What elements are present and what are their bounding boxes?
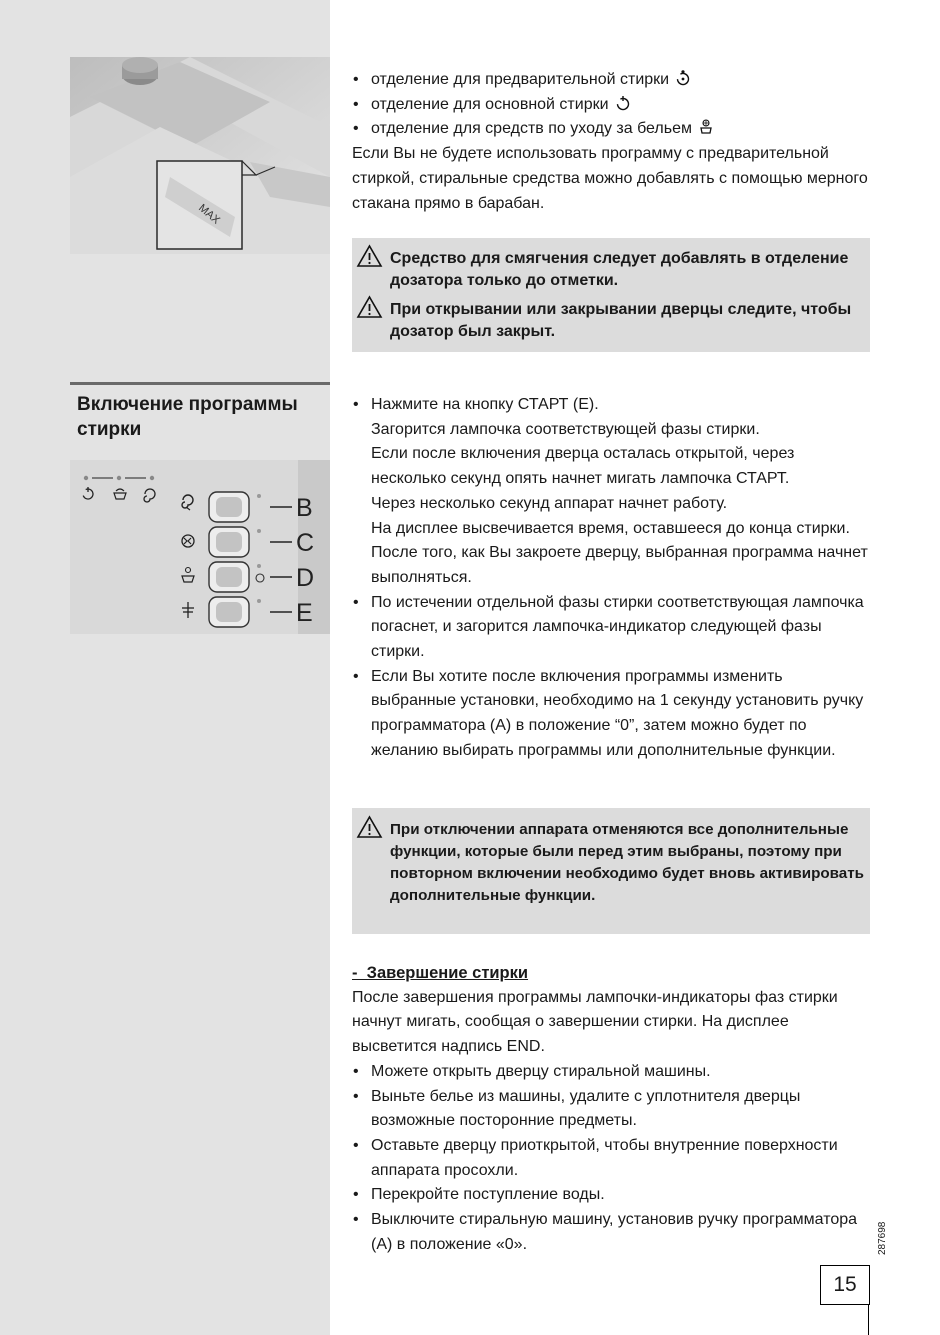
softener-icon xyxy=(698,119,720,135)
phase-spin-icon xyxy=(144,489,155,502)
warning-row: Средство для смягчения следует добавлять в отделение дозатора только до отметки. xyxy=(352,248,870,292)
list-item: • Выньте белье из машины, удалите с уплотнителя дверцы возможные посторонние предметы. xyxy=(352,1085,870,1134)
warning-row: При отключении аппарата отменяются все дополнительные функции, которые были перед этим выбраны, поэтому при повторном включении необходимо будет вновь активировать дополнительные функции. xyxy=(352,819,864,907)
warning-triangle-icon xyxy=(356,815,383,839)
end-list xyxy=(352,1060,870,1258)
list-item: • По истечении отдельной фазы стирки соответствующая лампочка погаснет, и загорится лампочка-индикатор следующей фазы стирки. xyxy=(352,591,870,665)
end-paragraph: После завершения программы лампочки-индикаторы фаз стирки начнут мигать, сообщая о завершении стирки. На дисплее высветится надпись END. xyxy=(352,988,838,1056)
phase-rinse-icon xyxy=(114,489,126,499)
list-item: • Перекройте поступление воды. xyxy=(352,1183,870,1208)
option-row-c xyxy=(182,527,292,557)
phase-wash-icon xyxy=(81,487,94,501)
option-row-d xyxy=(182,562,292,592)
dispenser-photo xyxy=(70,57,330,254)
document-code: 287698 xyxy=(877,1221,888,1255)
option-row-e xyxy=(182,597,292,627)
option-row-b xyxy=(182,492,292,522)
end-heading: - Завершение стирки xyxy=(352,964,529,982)
warning-triangle-icon xyxy=(356,295,383,319)
page-number: 15 xyxy=(820,1265,870,1305)
start-instructions xyxy=(352,393,870,764)
list-item: • Можете открыть дверцу стиральной машины. xyxy=(352,1060,870,1085)
section-divider xyxy=(70,382,330,385)
list-item: • отделение для основной стирки xyxy=(352,93,870,118)
list-item: • отделение для предварительной стирки xyxy=(352,68,870,93)
panel-label-b: B xyxy=(296,494,313,522)
warning-box-softener xyxy=(352,238,870,352)
compartment-list xyxy=(352,68,870,142)
section-title: Включение программы стирки xyxy=(77,394,298,440)
list-item: • Нажмите на кнопку СТАРТ (Е). Загорится лампочка соответствующей фазы стирки. Если после включения дверца осталась открытой, через несколько секунд опять начнет мигать лампочка СТАРТ. Через несколько секунд аппарат начнет работу. На дисплее высвечивается время, оставшееся до конца стирки. После того, как Вы закроете дверцу, выбранная программа начнет выполняться. xyxy=(352,393,870,591)
max-mark: MAX xyxy=(196,202,223,227)
list-item: • Оставьте дверцу приоткрытой, чтобы внутренние поверхности аппарата просохли. xyxy=(352,1134,870,1183)
panel-label-e: E xyxy=(296,599,313,627)
warning-row: При открывании или закрывании дверцы следите, чтобы дозатор был закрыт. xyxy=(352,299,870,343)
control-panel-illustration xyxy=(70,460,330,634)
mainwash-icon xyxy=(615,95,637,111)
end-of-wash-section xyxy=(352,961,870,1257)
compartment-list-block xyxy=(352,68,870,216)
list-item: • Выключите стиральную машину, установив ручку программатора (А) в положение «0». xyxy=(352,1208,870,1257)
list-item: • отделение для средств по уходу за бельем xyxy=(352,117,870,142)
warning-box-options xyxy=(352,808,870,934)
list-item: • Если Вы хотите после включения программы изменить выбранные установки, необходимо на 1 секунду установить ручку программатора (А) в положение “0”, затем можно будет по желанию выбирать программы или дополнительные функции. xyxy=(352,665,870,764)
warning-triangle-icon xyxy=(356,244,383,268)
prewash-note: Если Вы не будете использовать программу с предварительной стиркой, стиральные средства можно добавлять с помощью мерного стакана прямо в барабан. xyxy=(352,145,868,212)
panel-label-d: D xyxy=(296,564,315,592)
panel-label-c: C xyxy=(296,529,315,557)
start-list xyxy=(352,393,870,764)
prewash-icon xyxy=(675,70,697,86)
